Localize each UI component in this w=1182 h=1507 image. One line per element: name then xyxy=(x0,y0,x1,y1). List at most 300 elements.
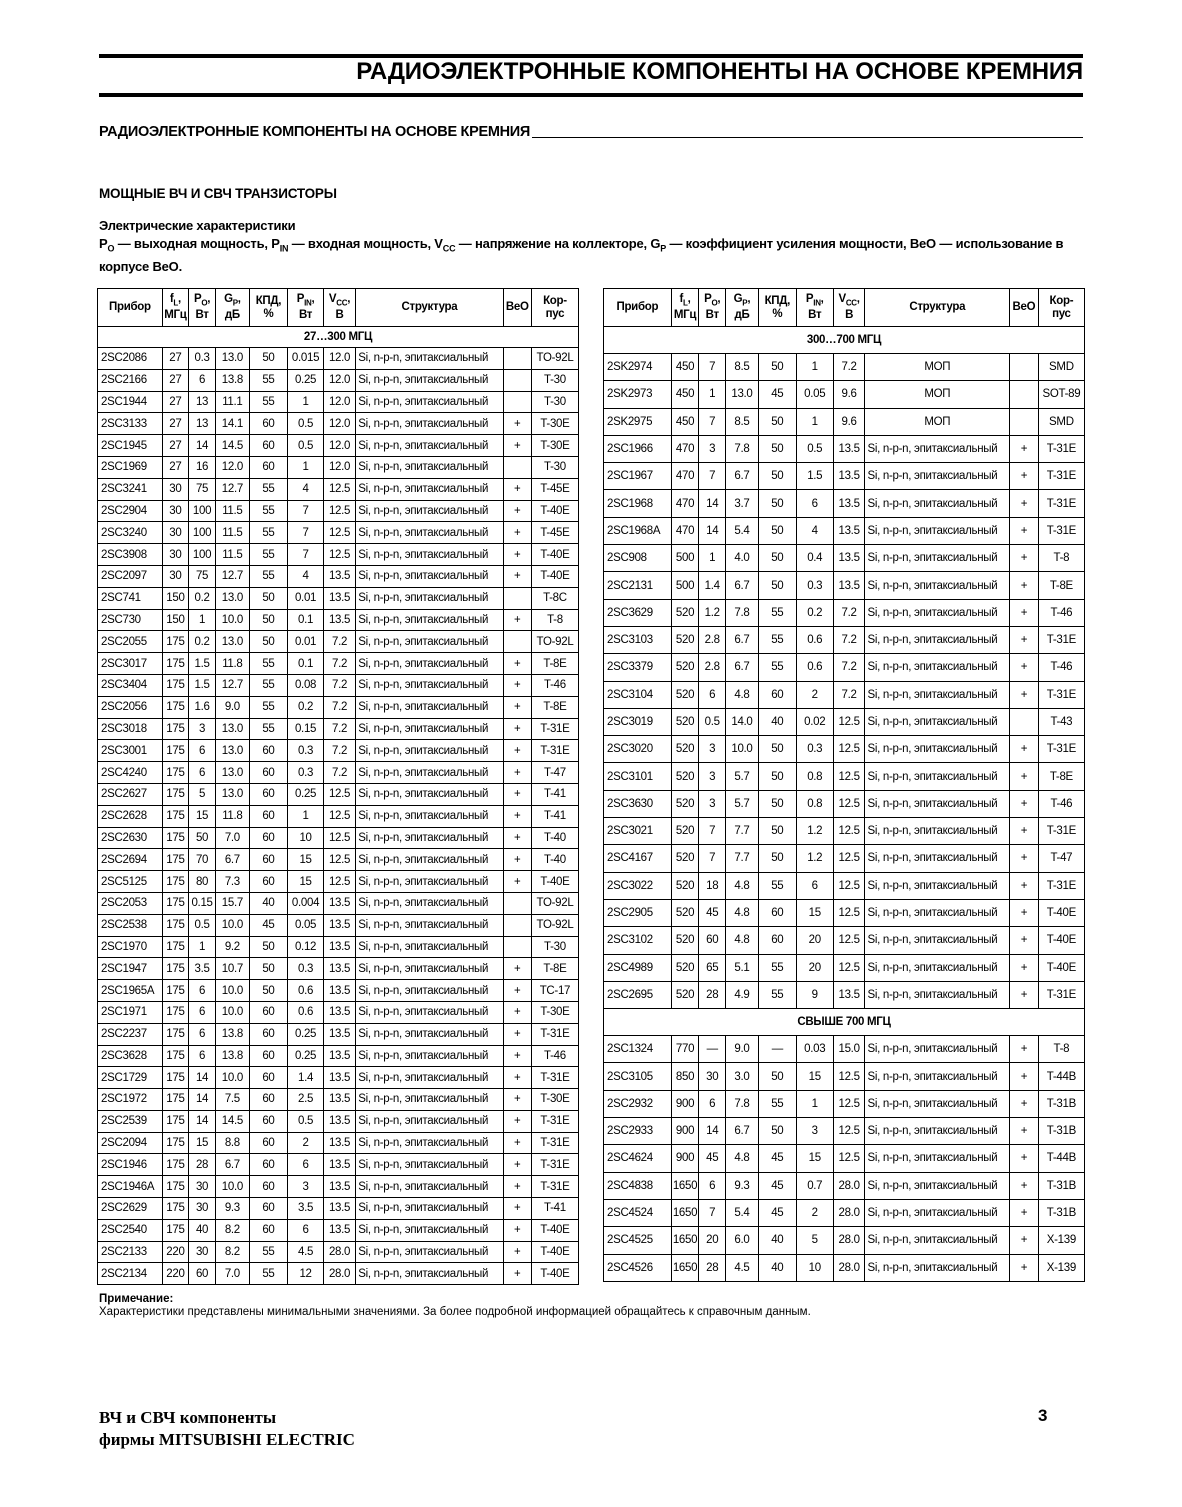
col-eff: 60 xyxy=(758,927,796,954)
col-package: TO-92L xyxy=(531,348,578,370)
table-row xyxy=(98,936,579,958)
col-device: 2SK2973 xyxy=(604,381,672,408)
table-row xyxy=(604,517,1085,544)
table-row xyxy=(98,696,579,718)
col-eff: 50 xyxy=(758,435,796,462)
col-device: 2SC3020 xyxy=(604,736,672,763)
col-po: 2.8 xyxy=(699,626,726,653)
col-fl: 520 xyxy=(671,736,699,763)
col-fl: 27 xyxy=(162,391,188,413)
right-header-col-gp: $G_P$, дБ xyxy=(726,289,759,327)
col-gp: 4.8 xyxy=(726,1145,759,1172)
col-package: T-47 xyxy=(531,762,578,784)
col-package: T-45E xyxy=(531,522,578,544)
col-po: 40 xyxy=(188,1219,215,1241)
table-row xyxy=(604,654,1085,681)
col-fl: 30 xyxy=(162,478,188,500)
col-pin: 0.1 xyxy=(288,609,324,631)
col-device: 2SC4838 xyxy=(604,1172,672,1199)
col-fl: 1650 xyxy=(671,1227,699,1254)
col-gp: 7.7 xyxy=(726,845,759,872)
col-pin: 0.1 xyxy=(288,653,324,675)
col-beo: + xyxy=(1010,1227,1039,1254)
col-vcc: 13.5 xyxy=(323,565,355,587)
col-vcc: 13.5 xyxy=(323,1219,355,1241)
col-fl: 520 xyxy=(671,981,699,1008)
col-beo: + xyxy=(1010,981,1039,1008)
col-gp: 10.0 xyxy=(216,1067,249,1089)
col-vcc: 12.0 xyxy=(323,456,355,478)
col-gp: 4.8 xyxy=(726,872,759,899)
col-device: 2SC2540 xyxy=(98,1219,163,1241)
col-package: T-44B xyxy=(1038,1063,1084,1090)
col-vcc: 12.0 xyxy=(323,391,355,413)
col-vcc: 13.5 xyxy=(833,545,865,572)
table-row xyxy=(98,1110,579,1132)
col-fl: 27 xyxy=(162,456,188,478)
col-vcc: 13.5 xyxy=(833,490,865,517)
col-device: 2SC1971 xyxy=(98,1001,163,1023)
col-eff: 50 xyxy=(758,490,796,517)
col-structure: Si, n-p-n, эпитаксиальный xyxy=(356,413,503,435)
table-row xyxy=(604,490,1085,517)
col-po: 14 xyxy=(699,1118,726,1145)
col-pin: 0.3 xyxy=(288,958,324,980)
col-package: TO-92L xyxy=(531,892,578,914)
col-beo: + xyxy=(503,1089,531,1111)
col-gp: 4.5 xyxy=(726,1254,759,1281)
col-po: 20 xyxy=(699,1227,726,1254)
col-package: T-8E xyxy=(531,958,578,980)
col-package: T-31E xyxy=(1038,736,1084,763)
col-eff: 60 xyxy=(249,1132,288,1154)
col-pin: 1 xyxy=(288,391,324,413)
col-structure: Si, n-p-n, эпитаксиальный xyxy=(865,1090,1010,1117)
col-eff: 50 xyxy=(249,631,288,653)
col-gp: 9.0 xyxy=(726,1036,759,1063)
table-row xyxy=(604,1118,1085,1145)
col-gp: 14.1 xyxy=(216,413,249,435)
col-device: 2SC2055 xyxy=(98,631,163,653)
col-device: 2SC2932 xyxy=(604,1090,672,1117)
col-po: 6 xyxy=(188,1001,215,1023)
col-pin: 2 xyxy=(796,1199,833,1226)
col-beo: + xyxy=(503,1110,531,1132)
left-header-col-gp: $G_P$, дБ xyxy=(216,289,249,327)
right-header-col-device: Прибор xyxy=(604,289,672,327)
col-package: T-8E xyxy=(531,696,578,718)
col-beo: + xyxy=(1010,1254,1039,1281)
footer-line-2: фирмы MITSUBISHI ELECTRIC xyxy=(99,1430,355,1449)
col-package: T-31E xyxy=(1038,435,1084,462)
col-gp: 7.8 xyxy=(726,435,759,462)
table-row xyxy=(98,1176,579,1198)
title-rule xyxy=(99,93,1083,97)
col-eff: 40 xyxy=(758,1227,796,1254)
col-device: 2SC4240 xyxy=(98,762,163,784)
col-gp: 13.0 xyxy=(216,718,249,740)
table-row xyxy=(98,1219,579,1241)
col-gp: 10.0 xyxy=(216,1001,249,1023)
col-device: 2SC3104 xyxy=(604,681,672,708)
col-gp: 10.0 xyxy=(216,980,249,1002)
col-pin: 5 xyxy=(796,1227,833,1254)
col-po: 3 xyxy=(699,435,726,462)
col-beo: + xyxy=(1010,1118,1039,1145)
col-pin: 0.6 xyxy=(288,980,324,1002)
col-gp: 6.7 xyxy=(726,626,759,653)
col-eff: 45 xyxy=(249,914,288,936)
col-package: T-46 xyxy=(1038,790,1084,817)
col-fl: 175 xyxy=(162,1132,188,1154)
col-structure: Si, n-p-n, эпитаксиальный xyxy=(356,348,503,370)
table-row xyxy=(604,927,1085,954)
col-device: 2SC2133 xyxy=(98,1241,163,1263)
col-package: T-47 xyxy=(1038,845,1084,872)
table-row xyxy=(604,872,1085,899)
table-row xyxy=(98,805,579,827)
col-po: 16 xyxy=(188,456,215,478)
table-row xyxy=(604,1199,1085,1226)
col-gp: 14.5 xyxy=(216,435,249,457)
col-pin: 4 xyxy=(796,517,833,544)
table-row xyxy=(98,391,579,413)
col-vcc: 13.5 xyxy=(323,958,355,980)
col-device: 2SC4524 xyxy=(604,1199,672,1226)
table-row xyxy=(604,1036,1085,1063)
col-vcc: 12.5 xyxy=(323,500,355,522)
col-structure: Si, n-p-n, эпитаксиальный xyxy=(356,958,503,980)
table-row xyxy=(604,899,1085,926)
col-vcc: 28.0 xyxy=(323,1263,355,1285)
table-row xyxy=(98,958,579,980)
col-gp: 10.0 xyxy=(216,914,249,936)
col-package: T-30 xyxy=(531,369,578,391)
col-beo: + xyxy=(1010,654,1039,681)
col-pin: 15 xyxy=(288,849,324,871)
col-gp: 13.0 xyxy=(216,762,249,784)
col-pin: 0.03 xyxy=(796,1036,833,1063)
table-row xyxy=(98,565,579,587)
col-package: T-31E xyxy=(1038,872,1084,899)
col-vcc: 12.0 xyxy=(323,413,355,435)
col-pin: 3 xyxy=(288,1176,324,1198)
table-row xyxy=(98,1001,579,1023)
col-po: 1.2 xyxy=(699,599,726,626)
col-structure: Si, n-p-n, эпитаксиальный xyxy=(865,954,1010,981)
col-pin: 9 xyxy=(796,981,833,1008)
col-structure: Si, n-p-n, эпитаксиальный xyxy=(356,587,503,609)
col-device: 2SC3018 xyxy=(98,718,163,740)
col-vcc: 13.5 xyxy=(323,1001,355,1023)
left-header-row xyxy=(98,289,579,327)
col-pin: 4 xyxy=(288,478,324,500)
col-fl: 30 xyxy=(162,565,188,587)
col-gp: 14.0 xyxy=(726,708,759,735)
col-package: T-31E xyxy=(1038,981,1084,1008)
col-eff: 50 xyxy=(758,408,796,435)
col-pin: 0.5 xyxy=(288,1110,324,1132)
col-structure: Si, n-p-n, эпитаксиальный xyxy=(865,872,1010,899)
col-pin: 1 xyxy=(796,354,833,381)
col-device: 2SC2695 xyxy=(604,981,672,1008)
col-beo: + xyxy=(1010,1172,1039,1199)
right-header-col-structure: Структура xyxy=(865,289,1010,327)
col-fl: 520 xyxy=(671,927,699,954)
col-eff: 50 xyxy=(758,463,796,490)
col-eff: 60 xyxy=(249,871,288,893)
col-package: T-40 xyxy=(531,827,578,849)
col-po: 3 xyxy=(699,736,726,763)
col-gp: 7.3 xyxy=(216,871,249,893)
col-po: 1 xyxy=(699,381,726,408)
col-po: 7 xyxy=(699,408,726,435)
col-gp: 4.9 xyxy=(726,981,759,1008)
col-fl: 175 xyxy=(162,740,188,762)
right-group-row xyxy=(604,327,1085,354)
col-po: 1.4 xyxy=(699,572,726,599)
col-beo: + xyxy=(1010,1145,1039,1172)
col-fl: 27 xyxy=(162,369,188,391)
col-package: T-46 xyxy=(1038,599,1084,626)
table-row xyxy=(98,500,579,522)
table-row xyxy=(604,981,1085,1008)
col-structure: Si, n-p-n, эпитаксиальный xyxy=(865,763,1010,790)
col-pin: 0.004 xyxy=(288,892,324,914)
table-row xyxy=(98,674,579,696)
col-gp: 7.7 xyxy=(726,818,759,845)
col-eff: 60 xyxy=(249,1045,288,1067)
col-package: T-30E xyxy=(531,1089,578,1111)
col-fl: 520 xyxy=(671,681,699,708)
table-row xyxy=(604,354,1085,381)
legend-text-rendered: $P_O$ — выходная мощность, $P_{IN}$ — входная мощность, $V_{CC}$ — напряжение на коллекторе, $G_P$ — коэффициент усиления мощности, BeO — использование в корпусе BeO. xyxy=(99,236,1064,274)
col-device: 2SC2629 xyxy=(98,1198,163,1220)
col-vcc: 12.5 xyxy=(323,783,355,805)
col-structure: Si, n-p-n, эпитаксиальный xyxy=(356,1198,503,1220)
col-beo xyxy=(1010,381,1039,408)
col-structure: Si, n-p-n, эпитаксиальный xyxy=(356,827,503,849)
col-po: 13 xyxy=(188,413,215,435)
col-structure: Si, n-p-n, эпитаксиальный xyxy=(356,1023,503,1045)
col-vcc: 28.0 xyxy=(833,1254,865,1281)
col-pin: 7 xyxy=(288,522,324,544)
col-beo: + xyxy=(1010,899,1039,926)
table-row xyxy=(604,408,1085,435)
table-row xyxy=(98,740,579,762)
col-vcc: 28.0 xyxy=(833,1227,865,1254)
col-beo: + xyxy=(503,1241,531,1263)
col-beo: + xyxy=(503,609,531,631)
col-eff: 50 xyxy=(249,958,288,980)
col-pin: 1.5 xyxy=(796,463,833,490)
table-row xyxy=(604,1254,1085,1281)
col-device: 2SC2097 xyxy=(98,565,163,587)
col-structure: Si, n-p-n, эпитаксиальный xyxy=(356,1132,503,1154)
col-gp: 3.0 xyxy=(726,1063,759,1090)
col-package: T-31E xyxy=(1038,818,1084,845)
col-eff: 55 xyxy=(758,981,796,1008)
col-pin: 0.3 xyxy=(796,572,833,599)
col-structure: Si, n-p-n, эпитаксиальный xyxy=(356,631,503,653)
col-eff: 55 xyxy=(758,599,796,626)
col-structure: Si, n-p-n, эпитаксиальный xyxy=(356,762,503,784)
col-device: 2SC2131 xyxy=(604,572,672,599)
col-structure: Si, n-p-n, эпитаксиальный xyxy=(865,845,1010,872)
col-structure: Si, n-p-n, эпитаксиальный xyxy=(356,696,503,718)
col-gp: 13.0 xyxy=(216,740,249,762)
col-structure: Si, n-p-n, эпитаксиальный xyxy=(865,1199,1010,1226)
col-package: T-8 xyxy=(1038,545,1084,572)
col-beo: + xyxy=(1010,1199,1039,1226)
col-structure: Si, n-p-n, эпитаксиальный xyxy=(356,849,503,871)
col-device: 2SC2237 xyxy=(98,1023,163,1045)
col-eff: 50 xyxy=(249,980,288,1002)
col-gp: 14.5 xyxy=(216,1110,249,1132)
right-header-col-po: $P_O$, Вт xyxy=(699,289,726,327)
col-po: 6 xyxy=(188,1045,215,1067)
footer xyxy=(99,1407,355,1451)
col-eff: 55 xyxy=(758,872,796,899)
col-po: 7 xyxy=(699,354,726,381)
col-vcc: 13.5 xyxy=(323,1154,355,1176)
col-pin: 2 xyxy=(796,681,833,708)
col-beo: + xyxy=(503,1045,531,1067)
col-gp: 3.7 xyxy=(726,490,759,517)
col-eff: 50 xyxy=(758,517,796,544)
col-device: 2SC1945 xyxy=(98,435,163,457)
col-gp: 10.0 xyxy=(216,609,249,631)
col-fl: 175 xyxy=(162,631,188,653)
col-beo xyxy=(503,456,531,478)
col-pin: 4 xyxy=(288,565,324,587)
col-beo: + xyxy=(503,1198,531,1220)
col-beo: + xyxy=(1010,599,1039,626)
right-spec-table xyxy=(603,288,1085,1282)
table-row xyxy=(98,718,579,740)
col-fl: 450 xyxy=(671,381,699,408)
col-package: T-31E xyxy=(531,1176,578,1198)
col-eff: 55 xyxy=(249,718,288,740)
col-eff: 45 xyxy=(758,1145,796,1172)
col-device: 2SC2538 xyxy=(98,914,163,936)
col-pin: 0.6 xyxy=(796,654,833,681)
col-eff: 55 xyxy=(758,654,796,681)
col-structure: Si, n-p-n, эпитаксиальный xyxy=(865,1145,1010,1172)
col-device: 2SC3102 xyxy=(604,927,672,954)
col-beo: + xyxy=(503,696,531,718)
col-fl: 520 xyxy=(671,872,699,899)
col-device: 2SC2904 xyxy=(98,500,163,522)
col-po: 45 xyxy=(699,1145,726,1172)
col-structure: Si, n-p-n, эпитаксиальный xyxy=(356,674,503,696)
col-po: 75 xyxy=(188,565,215,587)
col-gp: 6.7 xyxy=(216,849,249,871)
col-structure: Si, n-p-n, эпитаксиальный xyxy=(865,545,1010,572)
col-gp: 11.8 xyxy=(216,653,249,675)
col-package: T-8E xyxy=(531,653,578,675)
col-gp: 10.0 xyxy=(726,736,759,763)
col-package: SOT-89 xyxy=(1038,381,1084,408)
right-header-col-eff: КПД, % xyxy=(758,289,796,327)
col-vcc: 12.5 xyxy=(833,845,865,872)
col-beo: + xyxy=(503,980,531,1002)
col-gp: 13.8 xyxy=(216,1045,249,1067)
col-fl: 175 xyxy=(162,1001,188,1023)
col-po: 45 xyxy=(699,899,726,926)
col-pin: 0.3 xyxy=(796,736,833,763)
col-pin: 6 xyxy=(288,1219,324,1241)
col-fl: 850 xyxy=(671,1063,699,1090)
col-fl: 175 xyxy=(162,805,188,827)
col-beo xyxy=(503,914,531,936)
col-fl: 27 xyxy=(162,413,188,435)
section-heading-text: РАДИОЭЛЕКТРОННЫЕ КОМПОНЕНТЫ НА ОСНОВЕ КРЕМНИЯ xyxy=(99,124,531,140)
col-po: 65 xyxy=(699,954,726,981)
col-pin: 1.2 xyxy=(796,845,833,872)
right-group-title: СВЫШЕ 700 МГЦ xyxy=(604,1009,1085,1036)
legend-title: Электрические характеристики xyxy=(99,218,296,233)
col-fl: 1650 xyxy=(671,1199,699,1226)
col-pin: 1.4 xyxy=(288,1067,324,1089)
col-vcc: 7.2 xyxy=(323,631,355,653)
col-package: TO-92L xyxy=(531,914,578,936)
col-po: 7 xyxy=(699,463,726,490)
col-beo: + xyxy=(503,544,531,566)
col-gp: 6.0 xyxy=(726,1227,759,1254)
col-fl: 150 xyxy=(162,587,188,609)
col-beo xyxy=(1010,354,1039,381)
col-po: 60 xyxy=(699,927,726,954)
col-beo: + xyxy=(1010,435,1039,462)
col-device: 2SC1972 xyxy=(98,1089,163,1111)
col-structure: Si, n-p-n, эпитаксиальный xyxy=(356,805,503,827)
table-row xyxy=(98,587,579,609)
col-beo: + xyxy=(503,653,531,675)
col-vcc: 7.2 xyxy=(323,653,355,675)
left-header-col-package: Кор- пус xyxy=(531,289,578,327)
col-fl: 175 xyxy=(162,1154,188,1176)
col-beo: + xyxy=(1010,818,1039,845)
section-heading-rule xyxy=(532,137,1083,138)
col-po: 0.2 xyxy=(188,587,215,609)
table-row xyxy=(604,572,1085,599)
col-eff: 60 xyxy=(249,1176,288,1198)
col-gp: 15.7 xyxy=(216,892,249,914)
left-group-row xyxy=(98,327,579,348)
col-vcc: 7.2 xyxy=(833,354,865,381)
col-fl: 175 xyxy=(162,1089,188,1111)
col-fl: 220 xyxy=(162,1241,188,1263)
col-package: T-30E xyxy=(531,1001,578,1023)
section-heading xyxy=(99,124,1083,140)
col-po: 6 xyxy=(699,681,726,708)
col-pin: 0.4 xyxy=(796,545,833,572)
col-po: 13 xyxy=(188,391,215,413)
col-vcc: 12.0 xyxy=(323,369,355,391)
col-structure: Si, n-p-n, эпитаксиальный xyxy=(865,626,1010,653)
col-beo: + xyxy=(1010,517,1039,544)
col-eff: 60 xyxy=(249,413,288,435)
col-beo: + xyxy=(503,871,531,893)
col-package: X-139 xyxy=(1038,1254,1084,1281)
col-fl: 175 xyxy=(162,783,188,805)
col-package: T-8E xyxy=(1038,763,1084,790)
col-vcc: 12.5 xyxy=(323,544,355,566)
col-fl: 175 xyxy=(162,762,188,784)
note-text: Характеристики представлены минимальными значениями. За более подробной информацией обращайтесь к справочным данным. xyxy=(99,1306,811,1318)
col-po: 0.3 xyxy=(188,348,215,370)
